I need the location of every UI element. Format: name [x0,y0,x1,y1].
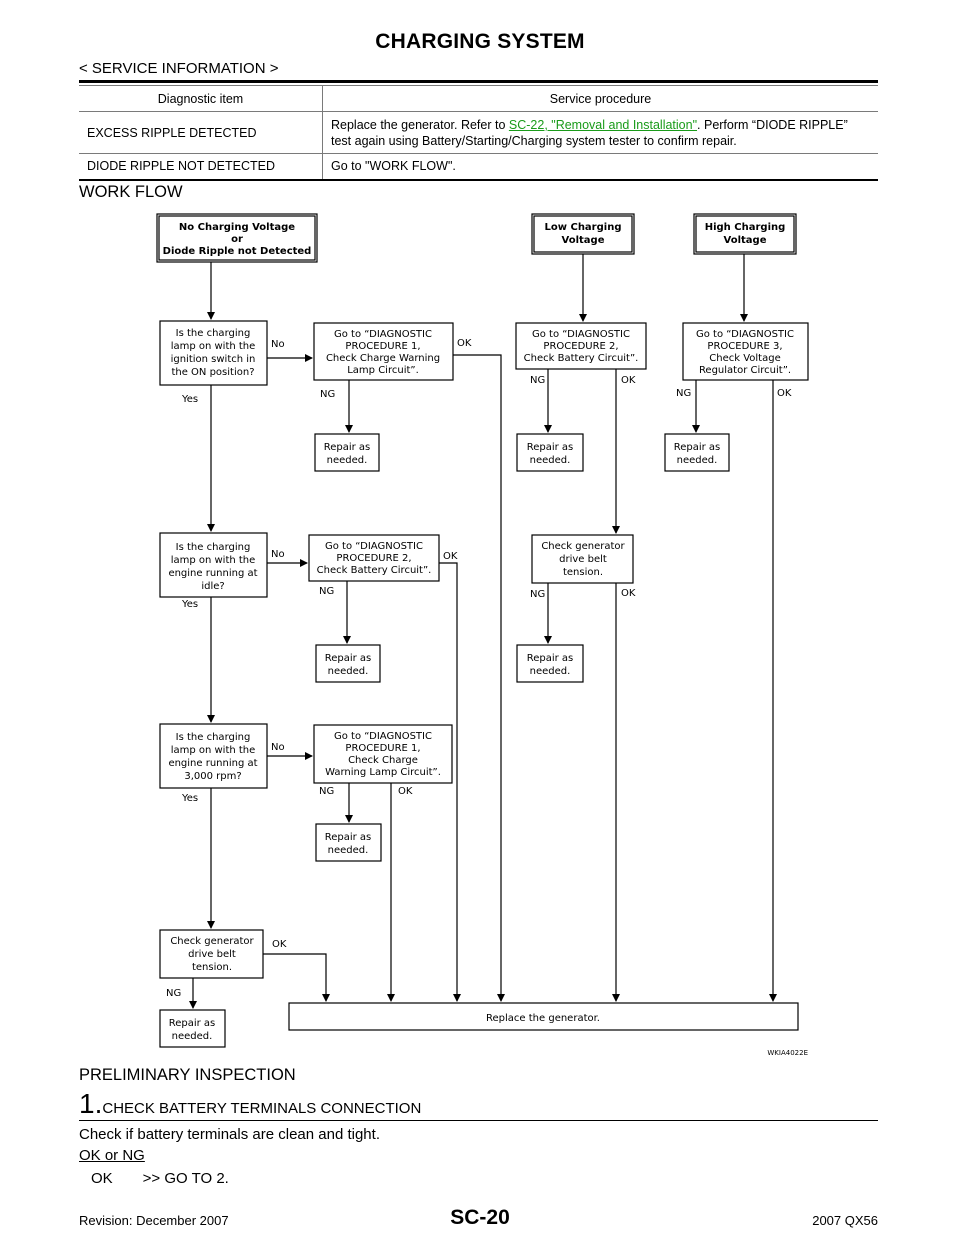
procedure-1b-line: Warning Lamp Circuit”. [325,767,441,778]
label-no: No [271,339,285,350]
removal-installation-link[interactable]: SC-22, "Removal and Installation" [508,117,698,132]
figure-id: WKIA4022E [767,1049,808,1057]
ok-result: OK >> GO TO 2. [91,1170,229,1187]
procedure-1a-line: PROCEDURE 1, [345,341,421,352]
start-no-charging-line: No Charging Voltage [178,222,296,233]
repair-line: Repair as [324,653,372,664]
procedure-1b-line: PROCEDURE 1, [345,743,421,754]
step-title: CHECK BATTERY TERMINALS CONNECTION [102,1100,422,1117]
page-number: SC-20 [450,1206,510,1229]
repair-line: needed. [676,455,718,466]
procedure-2b-line: Go to “DIAGNOSTIC [325,541,423,552]
question-3-line: Is the charging [175,732,251,743]
question-2-line: idle? [201,581,225,592]
table-cell-item: DIODE RIPPLE NOT DETECTED [79,154,323,180]
belt-check-line: drive belt [559,554,607,565]
repair-line: needed. [171,1031,213,1042]
step-rule [79,1120,878,1121]
work-flow-heading: WORK FLOW [79,183,183,201]
label-ng: NG [319,786,335,797]
question-1-line: Is the charging [175,328,251,339]
start-low-box [532,214,634,254]
start-low-line: Voltage [561,235,605,246]
procedure-3-line: Check Voltage [709,353,781,364]
procedure-2b-line: Check Battery Circuit”. [316,565,432,576]
question-2-line: Is the charging [175,542,251,553]
step-number: 1. [79,1088,103,1119]
label-ok: OK [443,551,458,562]
label-yes: Yes [182,793,199,804]
replace-generator-label: Replace the generator. [486,1013,600,1024]
label-yes: Yes [182,599,199,610]
model-label: 2007 QX56 [812,1213,878,1228]
label-ok: OK [777,388,792,399]
repair-line: needed. [326,455,368,466]
table-cell-procedure: Go to "WORK FLOW". [323,154,879,180]
procedure-2a-line: Go to “DIAGNOSTIC [532,329,630,340]
label-ok: OK [621,375,636,386]
table-cell-item: EXCESS RIPPLE DETECTED [79,112,323,154]
repair-line: Repair as [324,832,372,843]
procedure-text: . Perform “DIODE RIPPLE” test again using Battery/Starting/Charging system tester to confirm repair. [331,117,848,148]
question-3-line: 3,000 rpm? [184,771,242,782]
label-ng: NG [320,389,336,400]
procedure-2b-line: PROCEDURE 2, [336,553,412,564]
belt-check-line: tension. [191,962,233,973]
question-3-line: engine running at [168,758,258,769]
page-title: CHARGING SYSTEM [375,30,585,53]
label-ng: NG [530,375,546,386]
label-no: No [271,742,285,753]
start-high-line: High Charging [704,222,786,233]
section-label: < SERVICE INFORMATION > [79,60,279,77]
procedure-3-line: Regulator Circuit”. [698,365,792,376]
procedure-1a-line: Check Charge Warning [325,353,441,364]
procedure-3-line: PROCEDURE 3, [707,341,783,352]
procedure-1b-line: Check Charge [348,755,418,766]
question-2-line: engine running at [168,568,258,579]
procedure-2a-line: PROCEDURE 2, [543,341,619,352]
belt-check-line: Check generator [541,541,625,552]
procedure-1b-line: Go to “DIAGNOSTIC [334,731,432,742]
label-ok: OK [621,588,636,599]
question-3-line: lamp on with the [170,745,256,756]
start-high-line: Voltage [723,235,767,246]
repair-line: Repair as [168,1018,216,1029]
revision-date: Revision: December 2007 [79,1213,229,1228]
belt-check-line: drive belt [188,949,236,960]
procedure-1a-line: Go to “DIAGNOSTIC [334,329,432,340]
preliminary-heading: PRELIMINARY INSPECTION [79,1066,296,1084]
label-ng: NG [676,388,692,399]
ok-or-ng-label: OK or NG [79,1147,145,1164]
label-yes: Yes [182,394,199,405]
step-heading [79,1088,421,1120]
belt-check-line: tension. [562,567,604,578]
repair-line: Repair as [323,442,371,453]
label-no: No [271,549,285,560]
repair-line: Repair as [526,653,574,664]
table-header: Diagnostic item [79,86,323,112]
procedure-1a-line: Lamp Circuit”. [347,365,419,376]
repair-line: needed. [529,455,571,466]
question-1-line: the ON position? [171,367,255,378]
repair-line: needed. [327,666,369,677]
label-ng: NG [166,988,182,999]
question-1-line: lamp on with the [170,341,256,352]
start-no-charging-line: or [231,234,243,245]
repair-line: needed. [327,845,369,856]
repair-line: Repair as [526,442,574,453]
label-ok: OK [398,786,413,797]
procedure-text: Replace the generator. Refer to [331,117,509,132]
flow-connectors [193,254,773,1008]
start-no-charging-line: Diode Ripple not Detected [162,246,312,257]
question-2-line: lamp on with the [170,555,256,566]
procedure-2a-line: Check Battery Circuit”. [523,353,639,364]
start-low-line: Low Charging [544,222,622,233]
label-ng: NG [319,586,335,597]
label-ng: NG [530,589,546,600]
repair-line: Repair as [673,442,721,453]
start-high-box [694,214,796,254]
step-instruction: Check if battery terminals are clean and tight. [79,1126,380,1143]
belt-check-line: Check generator [170,936,254,947]
repair-line: needed. [529,666,571,677]
question-1-line: ignition switch in [170,354,256,365]
label-ok: OK [457,338,472,349]
table-header: Service procedure [323,86,879,112]
procedure-3-line: Go to “DIAGNOSTIC [696,329,794,340]
label-ok: OK [272,939,287,950]
